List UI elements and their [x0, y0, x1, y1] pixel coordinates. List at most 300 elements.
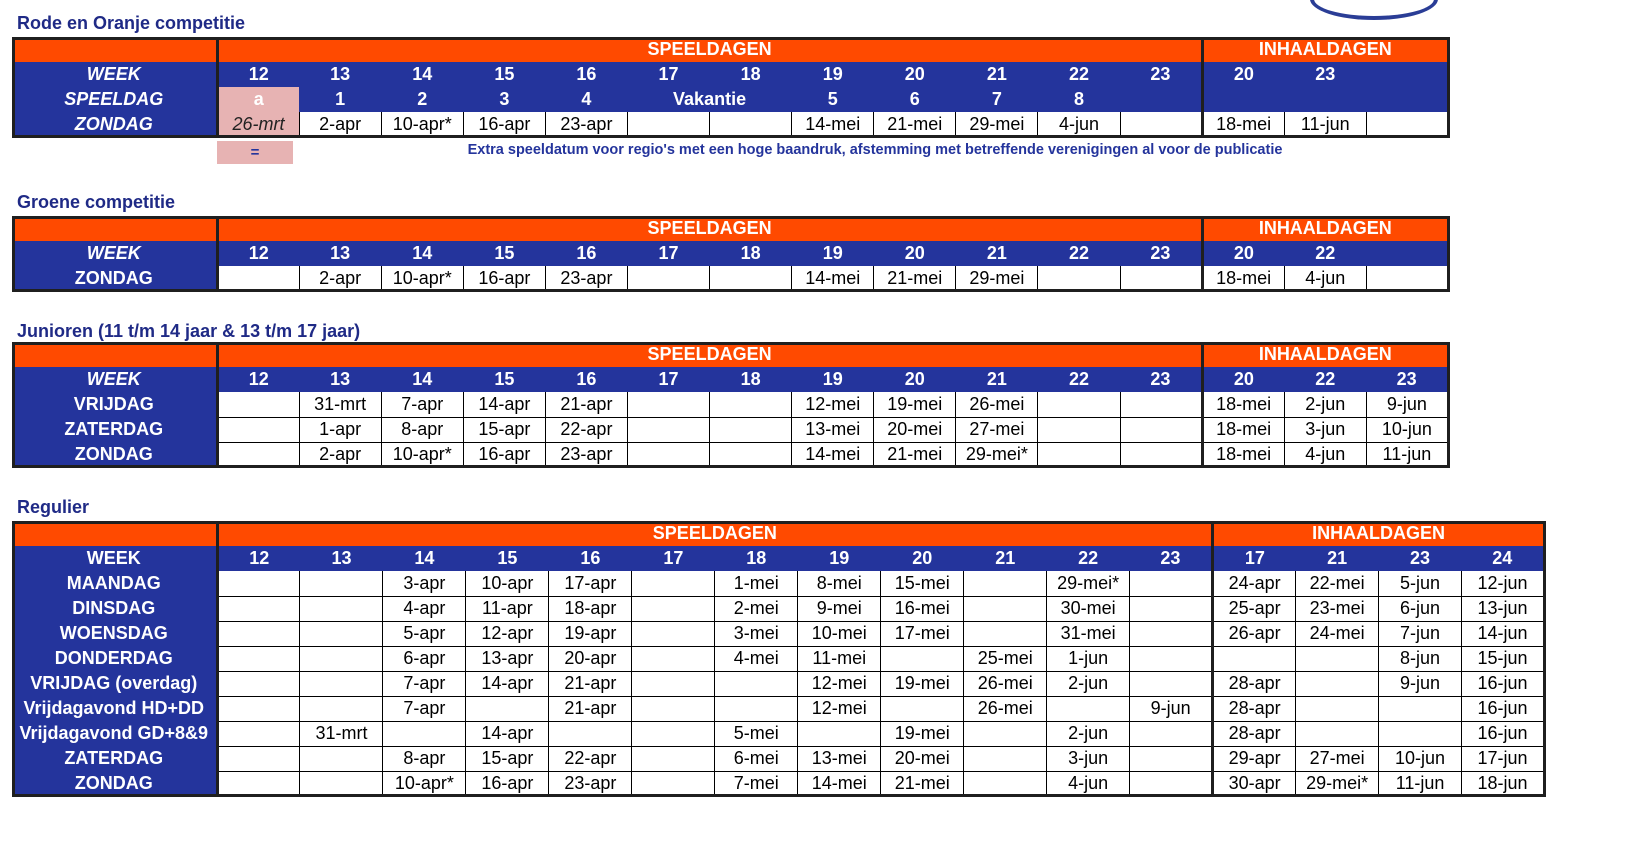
inhaal-date-cell: 26-apr	[1213, 621, 1296, 646]
date-cell: 15-apr	[463, 417, 545, 442]
week-number: 12	[217, 62, 299, 87]
inhaal-date-cell: 11-jun	[1284, 112, 1366, 137]
date-cell: 16-mei	[881, 596, 964, 621]
date-cell: 15-apr	[466, 746, 549, 771]
date-cell: 10-apr	[466, 571, 549, 596]
date-cell	[964, 596, 1047, 621]
inhaal-date-cell: 29-mei*	[1296, 771, 1379, 796]
week-number: 21	[956, 62, 1038, 87]
date-cell	[1130, 671, 1213, 696]
inhaal-date-cell	[1366, 266, 1448, 291]
inhaal-date-cell: 14-jun	[1462, 621, 1545, 646]
date-cell: 12-mei	[798, 671, 881, 696]
table-row	[12, 442, 1449, 467]
inhaal-date-cell: 28-apr	[1213, 721, 1296, 746]
date-cell: 18-apr	[549, 596, 632, 621]
date-cell	[627, 392, 709, 417]
header-blank-cell	[12, 37, 217, 62]
row-label: DONDERDAG	[12, 646, 217, 671]
date-cell	[1120, 266, 1202, 291]
date-cell: 2-mei	[715, 596, 798, 621]
inhaal-week-number: 23	[1366, 367, 1448, 392]
date-cell: 21-mei	[874, 112, 956, 137]
date-cell	[1038, 392, 1120, 417]
inhaal-week-number: 20	[1202, 241, 1284, 266]
date-cell: 20-apr	[549, 646, 632, 671]
table-row	[12, 771, 1545, 796]
date-cell: 4-jun	[1038, 112, 1120, 137]
date-cell: 2-jun	[1047, 671, 1130, 696]
date-cell	[466, 696, 549, 721]
inhaal-date-cell: 10-jun	[1366, 417, 1448, 442]
inhaal-date-cell: 13-jun	[1462, 596, 1545, 621]
inhaal-date-cell: 6-jun	[1379, 596, 1462, 621]
date-cell	[217, 696, 300, 721]
date-cell	[1130, 596, 1213, 621]
inhaal-date-cell: 27-mei	[1296, 746, 1379, 771]
date-cell: 31-mrt	[299, 392, 381, 417]
week-number: 15	[463, 62, 545, 87]
inhaal-date-cell: 11-jun	[1366, 442, 1448, 467]
week-label: WEEK	[12, 546, 217, 571]
date-cell: 4-mei	[715, 646, 798, 671]
row-label: ZATERDAG	[12, 746, 217, 771]
speeldagen-header: SPEELDAGEN	[217, 37, 1202, 62]
inhaal-date-cell: 9-jun	[1379, 671, 1462, 696]
date-cell	[1130, 771, 1213, 796]
week-number: 21	[956, 241, 1038, 266]
date-cell	[710, 112, 792, 137]
inhaal-week-number: 24	[1462, 546, 1545, 571]
week-number: 13	[300, 546, 383, 571]
inhaaldagen-header: INHAALDAGEN	[1202, 342, 1448, 367]
date-cell: 29-mei	[956, 112, 1038, 137]
date-cell: 22-apr	[545, 417, 627, 442]
speeldag-number: a	[217, 87, 299, 112]
inhaal-date-cell: 24-apr	[1213, 571, 1296, 596]
inhaal-date-cell	[1296, 646, 1379, 671]
date-cell: 3-apr	[383, 571, 466, 596]
date-cell: 29-mei	[956, 266, 1038, 291]
section-title-junioren: Junioren (11 t/m 14 jaar & 13 t/m 17 jaar)	[17, 321, 361, 341]
row-label: VRIJDAG	[12, 392, 217, 417]
week-number: 21	[956, 367, 1038, 392]
date-cell	[627, 417, 709, 442]
week-number: 20	[874, 241, 956, 266]
week-number: 16	[549, 546, 632, 571]
inhaal-date-cell: 8-jun	[1379, 646, 1462, 671]
inhaal-date-cell: 16-jun	[1462, 696, 1545, 721]
week-label: WEEK	[12, 241, 217, 266]
date-cell: 20-mei	[874, 417, 956, 442]
speeldag-number: 1	[299, 87, 381, 112]
date-cell	[1120, 112, 1202, 137]
date-cell: 19-mei	[881, 671, 964, 696]
week-label: WEEK	[12, 367, 217, 392]
date-cell	[710, 266, 792, 291]
date-cell: 19-mei	[874, 392, 956, 417]
inhaal-date-cell: 12-jun	[1462, 571, 1545, 596]
week-number: 17	[627, 62, 709, 87]
week-number: 15	[466, 546, 549, 571]
date-cell: 17-mei	[881, 621, 964, 646]
inhaal-week-number	[1366, 241, 1448, 266]
week-number: 13	[299, 241, 381, 266]
date-cell	[1047, 696, 1130, 721]
date-cell: 16-apr	[463, 112, 545, 137]
week-number: 20	[881, 546, 964, 571]
speeldag-number: 4	[545, 87, 627, 112]
inhaal-week-number: 22	[1284, 367, 1366, 392]
date-cell	[710, 392, 792, 417]
date-cell: 10-apr*	[381, 442, 463, 467]
table-row	[12, 646, 1545, 671]
inhaal-date-cell: 7-jun	[1379, 621, 1462, 646]
row-label: MAANDAG	[12, 571, 217, 596]
schedule-table-regulier	[12, 521, 1546, 797]
date-cell	[632, 596, 715, 621]
note-marker: =	[217, 141, 293, 164]
date-cell	[710, 417, 792, 442]
date-cell: 11-mei	[798, 646, 881, 671]
blank-cell	[1366, 87, 1448, 112]
date-cell	[964, 721, 1047, 746]
speeldagen-header: SPEELDAGEN	[217, 521, 1213, 546]
week-number: 22	[1038, 367, 1120, 392]
inhaal-date-cell: 10-jun	[1379, 746, 1462, 771]
inhaal-date-cell	[1296, 696, 1379, 721]
date-cell	[383, 721, 466, 746]
row-label: Vrijdagavond GD+8&9	[12, 721, 217, 746]
date-cell: 21-apr	[549, 671, 632, 696]
table-row	[12, 721, 1545, 746]
date-cell	[632, 571, 715, 596]
date-cell: 6-mei	[715, 746, 798, 771]
date-cell	[217, 721, 300, 746]
speeldag-number: 3	[463, 87, 545, 112]
week-number: 22	[1038, 241, 1120, 266]
inhaal-week-number: 17	[1213, 546, 1296, 571]
inhaal-date-cell: 25-apr	[1213, 596, 1296, 621]
table-row	[12, 596, 1545, 621]
date-cell	[632, 696, 715, 721]
inhaal-date-cell: 11-jun	[1379, 771, 1462, 796]
row-label: VRIJDAG (overdag)	[12, 671, 217, 696]
week-number: 19	[792, 367, 874, 392]
date-cell: 26-mei	[956, 392, 1038, 417]
date-cell	[632, 646, 715, 671]
table-row	[12, 671, 1545, 696]
blank-cell	[1284, 87, 1366, 112]
date-cell	[1130, 721, 1213, 746]
inhaal-week-number: 20	[1202, 62, 1284, 87]
date-cell: 13-mei	[798, 746, 881, 771]
week-number: 18	[715, 546, 798, 571]
date-cell	[632, 621, 715, 646]
note-text: Extra speeldatum voor regio's met een hoge baandruk, afstemming met betreffende verenigingen al voor de publicatie	[467, 142, 1283, 158]
date-cell: 3-mei	[715, 621, 798, 646]
date-cell: 23-apr	[549, 771, 632, 796]
date-cell: 9-jun	[1130, 696, 1213, 721]
date-cell: 10-apr*	[381, 112, 463, 137]
date-cell	[627, 442, 709, 467]
date-cell: 12-mei	[792, 392, 874, 417]
speeldagen-header: SPEELDAGEN	[217, 342, 1202, 367]
logo-arc-icon	[1310, 0, 1438, 20]
date-cell: 7-apr	[383, 671, 466, 696]
date-cell: 14-apr	[463, 392, 545, 417]
date-cell: 23-apr	[545, 442, 627, 467]
date-cell: 21-mei	[881, 771, 964, 796]
table-row	[12, 621, 1545, 646]
inhaal-date-cell: 28-apr	[1213, 671, 1296, 696]
week-number: 17	[627, 241, 709, 266]
date-cell	[217, 671, 300, 696]
date-cell: 30-mei	[1047, 596, 1130, 621]
date-cell: 26-mei	[964, 696, 1047, 721]
date-cell: 15-mei	[881, 571, 964, 596]
date-cell: 20-mei	[881, 746, 964, 771]
date-cell: 5-mei	[715, 721, 798, 746]
table-row	[12, 417, 1449, 442]
table-row	[12, 696, 1545, 721]
date-cell	[300, 621, 383, 646]
date-cell: 26-mrt	[217, 112, 299, 137]
row-label: DINSDAG	[12, 596, 217, 621]
date-cell	[300, 646, 383, 671]
date-cell: 16-apr	[466, 771, 549, 796]
inhaal-date-cell: 29-apr	[1213, 746, 1296, 771]
inhaal-date-cell	[1213, 646, 1296, 671]
week-number: 14	[383, 546, 466, 571]
week-number: 18	[710, 62, 792, 87]
date-cell: 14-mei	[792, 266, 874, 291]
date-cell: 29-mei*	[1047, 571, 1130, 596]
week-number: 19	[792, 62, 874, 87]
date-cell: 10-apr*	[383, 771, 466, 796]
week-label: WEEK	[12, 62, 217, 87]
date-cell	[217, 771, 300, 796]
week-number: 23	[1120, 241, 1202, 266]
section-title-regulier: Regulier	[17, 497, 90, 517]
inhaal-date-cell: 18-mei	[1202, 442, 1284, 467]
row-label: ZONDAG	[12, 266, 217, 291]
week-number: 14	[381, 241, 463, 266]
date-cell	[715, 671, 798, 696]
week-number: 23	[1120, 367, 1202, 392]
inhaal-date-cell: 4-jun	[1284, 442, 1366, 467]
inhaal-date-cell: 23-mei	[1296, 596, 1379, 621]
date-cell	[1120, 392, 1202, 417]
inhaal-date-cell: 17-jun	[1462, 746, 1545, 771]
table-row	[12, 112, 1449, 137]
date-cell	[300, 771, 383, 796]
date-cell: 4-jun	[1047, 771, 1130, 796]
date-cell: 2-apr	[299, 112, 381, 137]
table-row	[12, 746, 1545, 771]
date-cell	[217, 621, 300, 646]
date-cell: 7-apr	[381, 392, 463, 417]
inhaal-date-cell	[1366, 112, 1448, 137]
inhaal-date-cell: 3-jun	[1284, 417, 1366, 442]
header-blank-cell	[12, 342, 217, 367]
inhaal-date-cell: 24-mei	[1296, 621, 1379, 646]
speeldag-number: 2	[381, 87, 463, 112]
table-row	[12, 392, 1449, 417]
week-number: 19	[792, 241, 874, 266]
inhaal-date-cell: 9-jun	[1366, 392, 1448, 417]
date-cell	[217, 571, 300, 596]
inhaaldagen-header: INHAALDAGEN	[1213, 521, 1545, 546]
date-cell	[964, 771, 1047, 796]
week-number: 21	[964, 546, 1047, 571]
inhaal-date-cell: 22-mei	[1296, 571, 1379, 596]
date-cell	[632, 671, 715, 696]
date-cell: 13-apr	[466, 646, 549, 671]
date-cell: 29-mei*	[956, 442, 1038, 467]
date-cell: 22-apr	[549, 746, 632, 771]
week-number: 18	[710, 241, 792, 266]
row-label: ZONDAG	[12, 442, 217, 467]
speeldag-number	[1120, 87, 1202, 112]
date-cell: 8-apr	[381, 417, 463, 442]
date-cell	[1130, 621, 1213, 646]
date-cell	[1130, 646, 1213, 671]
date-cell	[715, 696, 798, 721]
date-cell	[632, 771, 715, 796]
inhaal-week-number	[1366, 62, 1448, 87]
table-row	[12, 266, 1449, 291]
row-label: WOENSDAG	[12, 621, 217, 646]
date-cell	[798, 721, 881, 746]
date-cell: 31-mrt	[300, 721, 383, 746]
date-cell: 14-mei	[792, 442, 874, 467]
date-cell: 25-mei	[964, 646, 1047, 671]
inhaal-date-cell	[1379, 696, 1462, 721]
inhaal-week-number: 20	[1202, 367, 1284, 392]
row-label: ZONDAG	[12, 112, 217, 137]
inhaal-date-cell: 18-mei	[1202, 392, 1284, 417]
date-cell	[881, 646, 964, 671]
inhaal-date-cell	[1296, 671, 1379, 696]
row-label: ZATERDAG	[12, 417, 217, 442]
speeldag-number: 8	[1038, 87, 1120, 112]
date-cell: 6-apr	[383, 646, 466, 671]
date-cell: 12-mei	[798, 696, 881, 721]
date-cell: 8-mei	[798, 571, 881, 596]
date-cell	[300, 696, 383, 721]
row-label: ZONDAG	[12, 771, 217, 796]
week-number: 15	[463, 367, 545, 392]
date-cell: 23-apr	[545, 112, 627, 137]
date-cell	[632, 721, 715, 746]
date-cell: 16-apr	[463, 266, 545, 291]
date-cell: 2-jun	[1047, 721, 1130, 746]
date-cell	[217, 442, 299, 467]
date-cell: 27-mei	[956, 417, 1038, 442]
date-cell	[300, 571, 383, 596]
schedule-table-rode-oranje	[12, 37, 1450, 138]
date-cell: 4-apr	[383, 596, 466, 621]
week-number: 23	[1130, 546, 1213, 571]
date-cell	[964, 621, 1047, 646]
inhaal-date-cell: 18-jun	[1462, 771, 1545, 796]
date-cell: 14-apr	[466, 721, 549, 746]
inhaal-week-number: 23	[1284, 62, 1366, 87]
week-number: 22	[1038, 62, 1120, 87]
week-number: 14	[381, 62, 463, 87]
date-cell: 14-mei	[792, 112, 874, 137]
week-number: 13	[299, 62, 381, 87]
speeldag-number: 7	[956, 87, 1038, 112]
date-cell: 16-apr	[463, 442, 545, 467]
date-cell: 14-apr	[466, 671, 549, 696]
date-cell: 19-mei	[881, 721, 964, 746]
date-cell: 21-mei	[874, 442, 956, 467]
inhaal-week-number: 23	[1379, 546, 1462, 571]
inhaal-date-cell: 2-jun	[1284, 392, 1366, 417]
header-blank-cell	[12, 216, 217, 241]
date-cell	[217, 596, 300, 621]
inhaal-date-cell: 16-jun	[1462, 721, 1545, 746]
inhaal-date-cell: 28-apr	[1213, 696, 1296, 721]
date-cell: 19-apr	[549, 621, 632, 646]
date-cell	[217, 646, 300, 671]
date-cell	[300, 596, 383, 621]
date-cell	[1038, 266, 1120, 291]
speeldag-number: 5	[792, 87, 874, 112]
date-cell: 14-mei	[798, 771, 881, 796]
date-cell: 3-jun	[1047, 746, 1130, 771]
date-cell: 9-mei	[798, 596, 881, 621]
date-cell: 21-apr	[549, 696, 632, 721]
inhaal-date-cell: 5-jun	[1379, 571, 1462, 596]
date-cell	[881, 696, 964, 721]
date-cell	[627, 266, 709, 291]
date-cell: 1-mei	[715, 571, 798, 596]
date-cell	[1120, 442, 1202, 467]
vakantie-label: Vakantie	[627, 87, 791, 112]
inhaal-week-number: 22	[1284, 241, 1366, 266]
date-cell	[964, 571, 1047, 596]
date-cell: 11-apr	[466, 596, 549, 621]
inhaal-date-cell	[1379, 721, 1462, 746]
date-cell: 1-jun	[1047, 646, 1130, 671]
week-number: 12	[217, 546, 300, 571]
week-number: 20	[874, 62, 956, 87]
inhaal-date-cell: 18-mei	[1202, 112, 1284, 137]
week-number: 20	[874, 367, 956, 392]
week-number: 17	[632, 546, 715, 571]
date-cell	[710, 442, 792, 467]
date-cell	[1038, 417, 1120, 442]
header-blank-cell	[12, 521, 217, 546]
inhaal-date-cell	[1296, 721, 1379, 746]
date-cell	[1038, 442, 1120, 467]
blank-cell	[1202, 87, 1284, 112]
date-cell	[1130, 571, 1213, 596]
week-number: 19	[798, 546, 881, 571]
date-cell: 17-apr	[549, 571, 632, 596]
date-cell: 1-apr	[299, 417, 381, 442]
date-cell: 7-mei	[715, 771, 798, 796]
date-cell: 8-apr	[383, 746, 466, 771]
week-number: 12	[217, 367, 299, 392]
speeldagen-header: SPEELDAGEN	[217, 216, 1202, 241]
date-cell	[217, 392, 299, 417]
week-number: 16	[545, 367, 627, 392]
date-cell	[217, 266, 299, 291]
